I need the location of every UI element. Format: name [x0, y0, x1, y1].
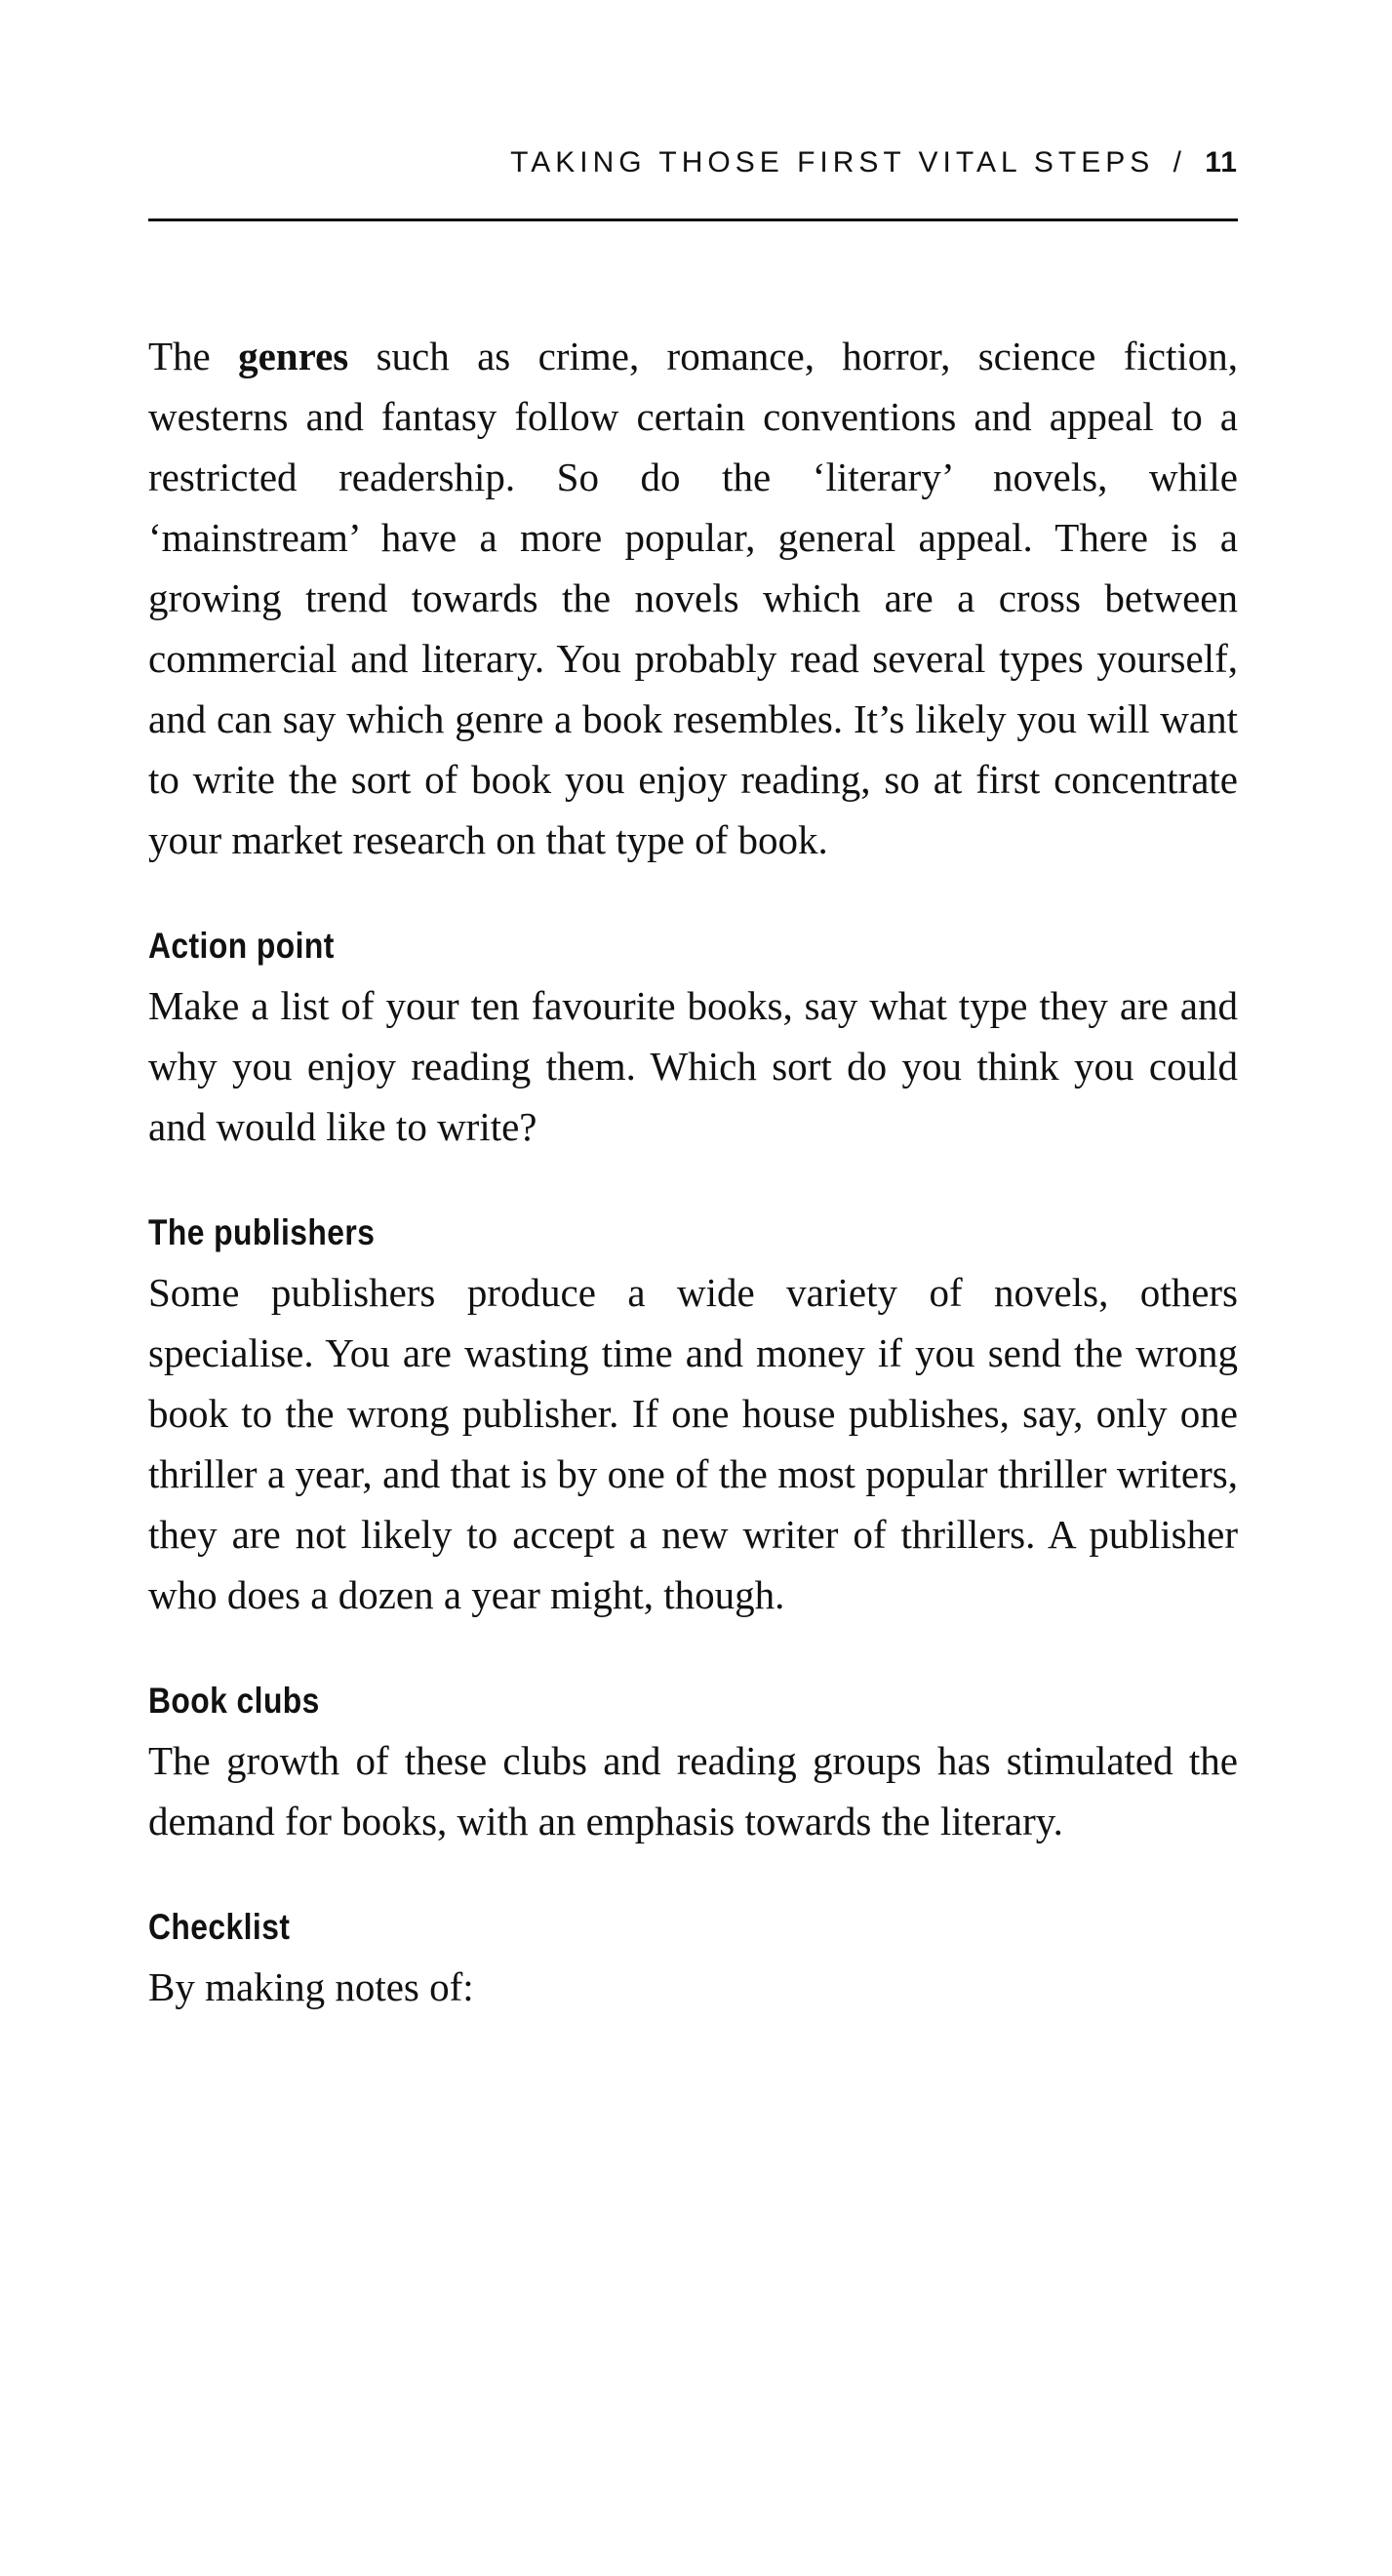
section-action-point: [148, 917, 1238, 1157]
section-heading: Action point: [148, 926, 335, 966]
section-paragraph: Make a list of your ten favourite books, say what type they are and why you enjoy reading them. Which sort do you think you could and would like to write?: [148, 983, 1238, 1149]
section-checklist: [148, 1898, 1238, 2017]
section-paragraph: The growth of these clubs and reading groups has stimulated the demand for books, with an emphasis towards the literary.: [148, 1738, 1238, 1843]
running-head-separator: /: [1173, 146, 1186, 178]
intro-lead: The: [148, 334, 211, 378]
page-body: [148, 326, 1238, 2017]
section-heading: Book clubs: [148, 1681, 320, 1721]
section-the-publishers: [148, 1204, 1238, 1625]
section-paragraph: By making notes of:: [148, 1964, 474, 2009]
section-heading: Checklist: [148, 1907, 291, 1947]
page-number: 11: [1205, 146, 1238, 178]
section-heading: The publishers: [148, 1212, 376, 1252]
section-paragraph: Some publishers produce a wide variety of novels, others specialise. You are wasting time and money if you send the wrong book to the wrong publisher. If one house publishes, say, only one thriller a year, and that is by one of the most popular thriller writers, they are not likely to accept a new writer of thrillers. A publisher who does a dozen a year might, though.: [148, 1270, 1238, 1617]
genres-keyword: genres: [238, 334, 349, 378]
intro-paragraph: [148, 326, 1238, 870]
running-head: [510, 146, 1238, 179]
intro-text: such as crime, romance, horror, science fiction, westerns and fantasy follow certain conventions and appeal to a restricted readership. So do the ‘literary’ novels, while ‘mainstream’ have a more popular, general appeal. There is a growing trend towards the novels which are a cross between commercial and literary. You probably read several types yourself, and can say which genre a book resembles. It’s likely you will want to write the sort of book you enjoy reading, so at first concentrate your market research on that type of book.: [148, 334, 1238, 862]
section-book-clubs: [148, 1672, 1238, 1851]
header-rule: [148, 218, 1238, 221]
running-title: TAKING THOSE FIRST VITAL STEPS: [510, 146, 1155, 178]
